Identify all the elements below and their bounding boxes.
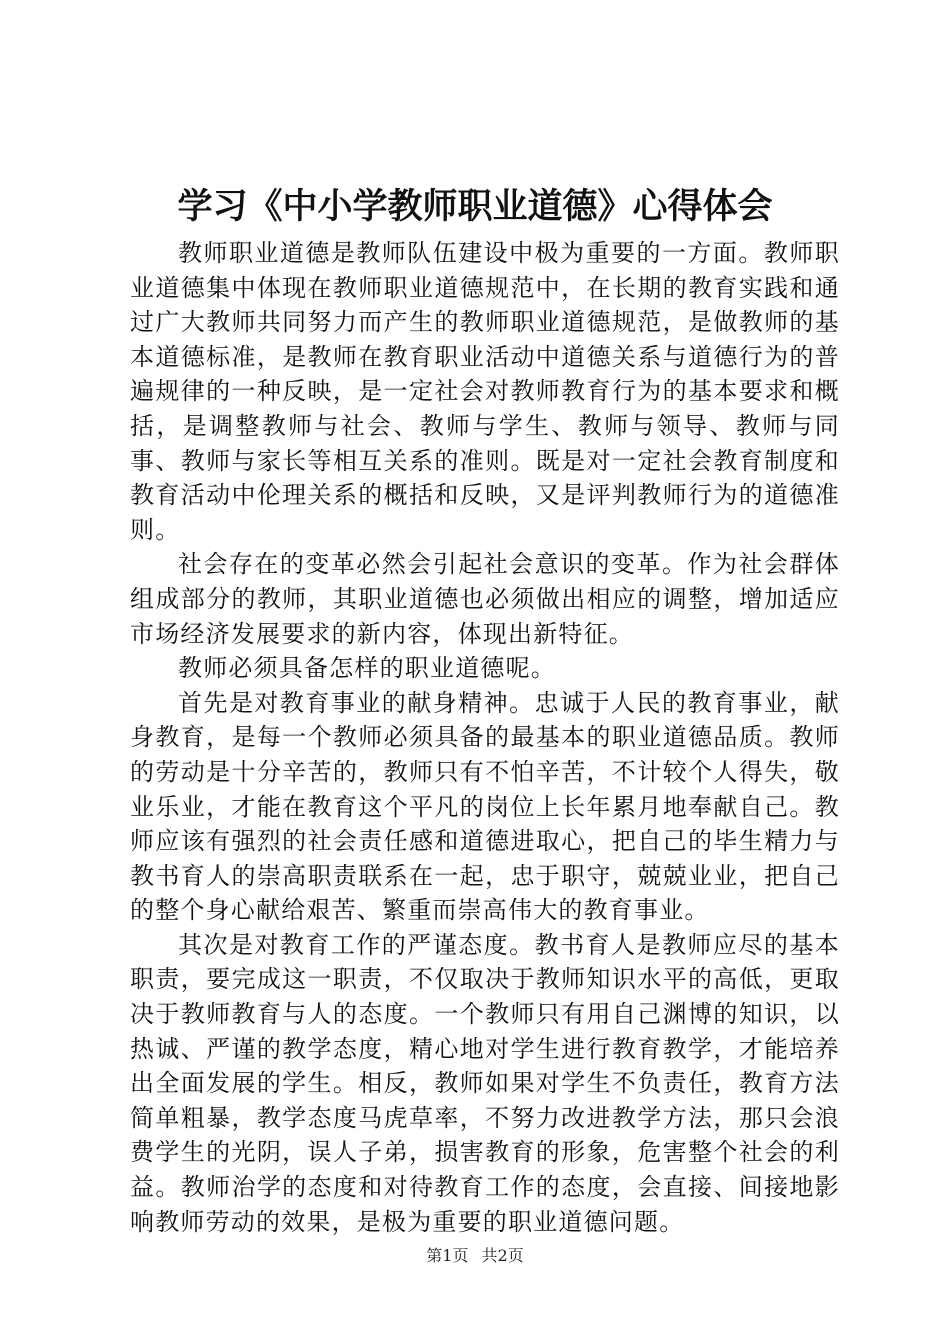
page-number-current: 第1页 (426, 1246, 469, 1265)
paragraph-5: 其次是对教育工作的严谨态度。教书育人是教师应尽的基本职责，要完成这一职责，不仅取决于教师知识水平的高低，更取决于教师教育与人的态度。一个教师只有用自己渊博的知识，以热诚、严谨的教学态度，精心地对学生进行教育教学，才能培养出全面发展的学生。相反，教师如果对学生不负责任，教育方法简单粗暴，教学态度马虎草率，不努力改进教学方法，那只会浪费学生的光阴，误人子弟，损害教育的形象，危害整个社会的利益。教师治学的态度和对待教育工作的态度，会直接、间接地影响教师劳动的效果，是极为重要的职业道德问题。 (130, 930, 840, 1236)
paragraph-2: 社会存在的变革必然会引起社会意识的变革。作为社会群体组成部分的教师，其职业道德也必须做出相应的调整，增加适应市场经济发展要求的新内容，体现出新特征。 (130, 550, 840, 648)
document-body (130, 236, 840, 1239)
document-title: 学习《中小学教师职业道德》心得体会 (177, 187, 773, 227)
page-footer (0, 1245, 950, 1267)
page-number-total: 共2页 (481, 1246, 524, 1265)
paragraph-3: 教师必须具备怎样的职业道德呢。 (178, 654, 556, 683)
paragraph-1: 教师职业道德是教师队伍建设中极为重要的一方面。教师职业道德集中体现在教师职业道德规范中，在长期的教育实践和通过广大教师共同努力而产生的教师职业道德规范，是做教师的基本道德标准，是教师在教育职业活动中道德关系与道德行为的普遍规律的一种反映，是一定社会对教师教育行为的基本要求和概括，是调整教师与社会、教师与学生、教师与领导、教师与同事、教师与家长等相互关系的准则。既是对一定社会教育制度和教育活动中伦理关系的概括和反映，又是评判教师行为的道德准则。 (130, 239, 840, 544)
paragraph-4: 首先是对教育事业的献身精神。忠诚于人民的教育事业，献身教育，是每一个教师必须具备的最基本的职业道德品质。教师的劳动是十分辛苦的，教师只有不怕辛苦，不计较个人得失，敬业乐业，才能在教育这个平凡的岗位上长年累月地奉献自己。教师应该有强烈的社会责任感和道德进取心，把自己的毕生精力与教书育人的崇高职责联系在一起，忠于职守，兢兢业业，把自己的整个身心献给艰苦、繁重而崇高伟大的教育事业。 (130, 688, 840, 925)
